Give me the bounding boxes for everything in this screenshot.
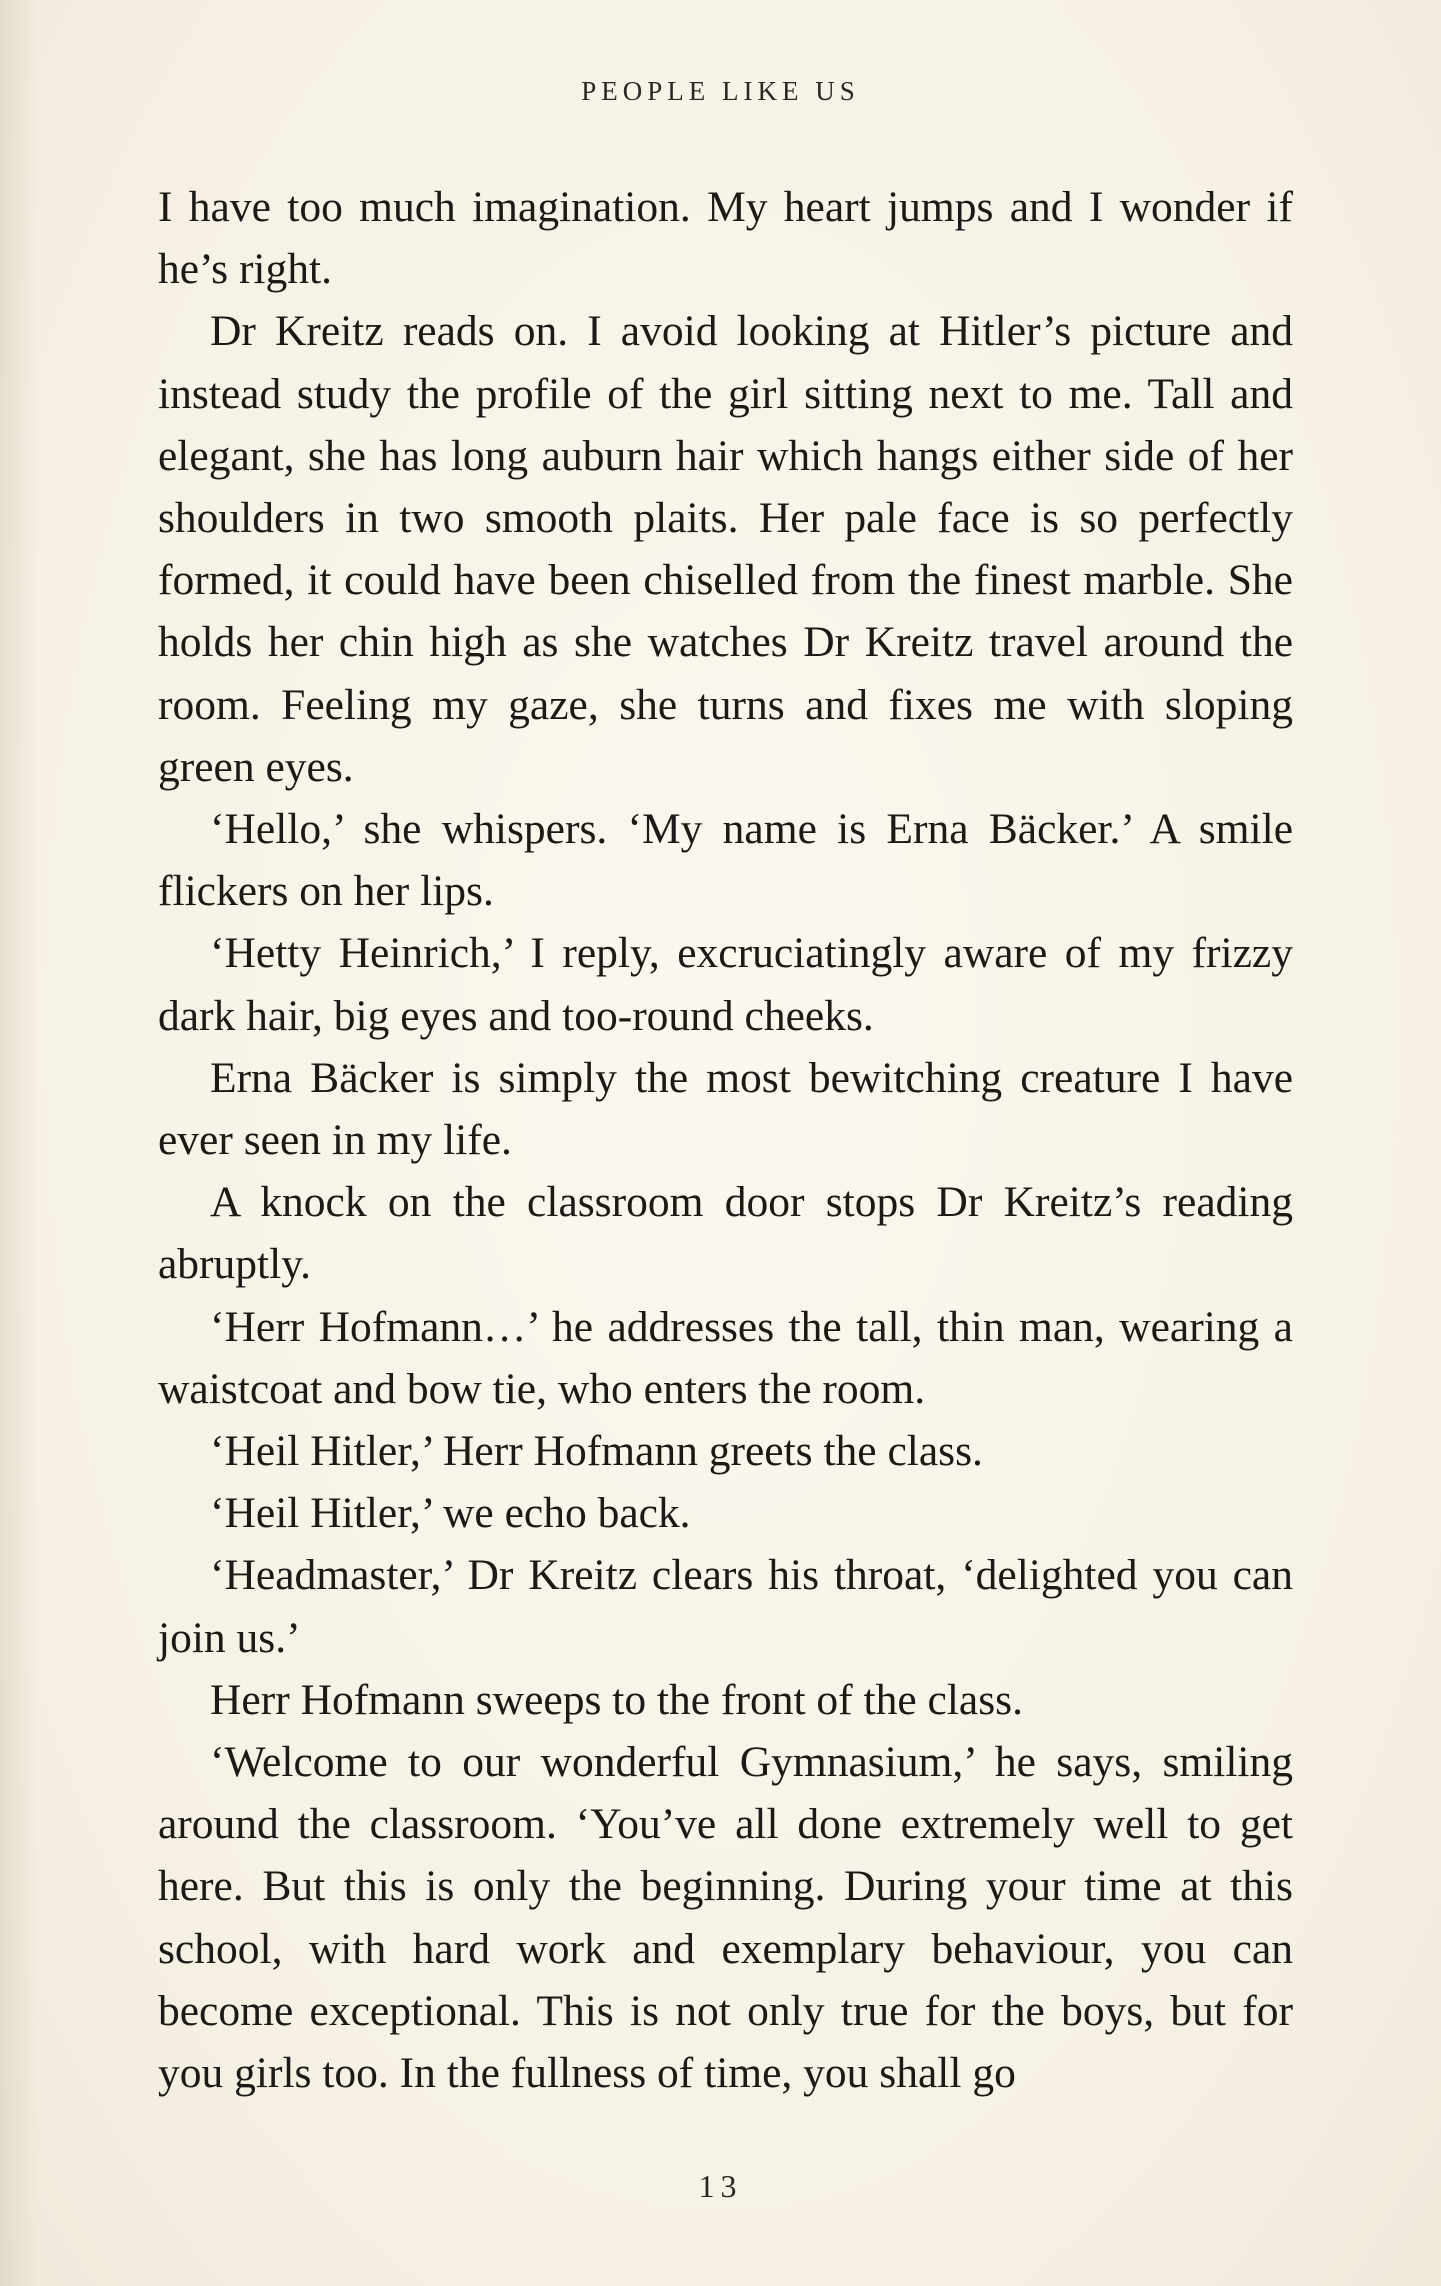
- paragraph: ‘Heil Hitler,’ Herr Hofmann greets the class.: [210, 1427, 983, 1476]
- paragraph: Herr Hofmann sweeps to the front of the class.: [210, 1675, 1023, 1724]
- paragraph: ‘Herr Hofmann…’ he addresses the tall, thin man, wearing a waistcoat and bow tie, who enters the room.: [158, 1302, 1293, 1413]
- paragraph: ‘Heil Hitler,’ we echo back.: [210, 1489, 691, 1538]
- running-head: PEOPLE LIKE US: [581, 76, 860, 106]
- paragraph: A knock on the classroom door stops Dr Kreitz’s reading abruptly.: [158, 1178, 1293, 1289]
- paragraph: Erna Bäcker is simply the most bewitching creature I have ever seen in my life.: [158, 1053, 1293, 1165]
- gutter-shadow: [0, 0, 38, 2286]
- paragraph: I have too much imagination. My heart jumps and I wonder if he’s right.: [158, 183, 1293, 294]
- paragraph: Dr Kreitz reads on. I avoid looking at Hitler’s picture and instead study the profile of the girl sitting next to me. Tall and elegant, she has long auburn hair which hangs either side of her shoulders in two smooth plaits. Her pale face is so perfectly formed, it could have been chiselled from the finest marble. She holds her chin high as she watches Dr Kreitz travel around the room. Feeling my gaze, she turns and fixes me with sloping green eyes.: [158, 307, 1293, 791]
- paragraph: ‘Headmaster,’ Dr Kreitz clears his throat, ‘delighted you can join us.’: [158, 1551, 1293, 1662]
- paragraph: ‘Hetty Heinrich,’ I reply, excruciatingly aware of my frizzy dark hair, big eyes and too-round cheeks.: [158, 929, 1293, 1040]
- paragraph: ‘Hello,’ she whispers. ‘My name is Erna Bäcker.’ A smile flickers on her lips.: [158, 805, 1293, 916]
- body-text: [158, 176, 1293, 2104]
- paragraph: ‘Welcome to our wonderful Gymnasium,’ he says, smiling around the classroom. ‘You’ve all done extremely well to get here. But this is only the beginning. During your time at this school, with hard work and exemplary behaviour, you can become exceptional. This is not only true for the boys, but for you girls too. In the fullness of time, you shall go: [158, 1738, 1293, 2098]
- page-number: 13: [698, 2168, 743, 2204]
